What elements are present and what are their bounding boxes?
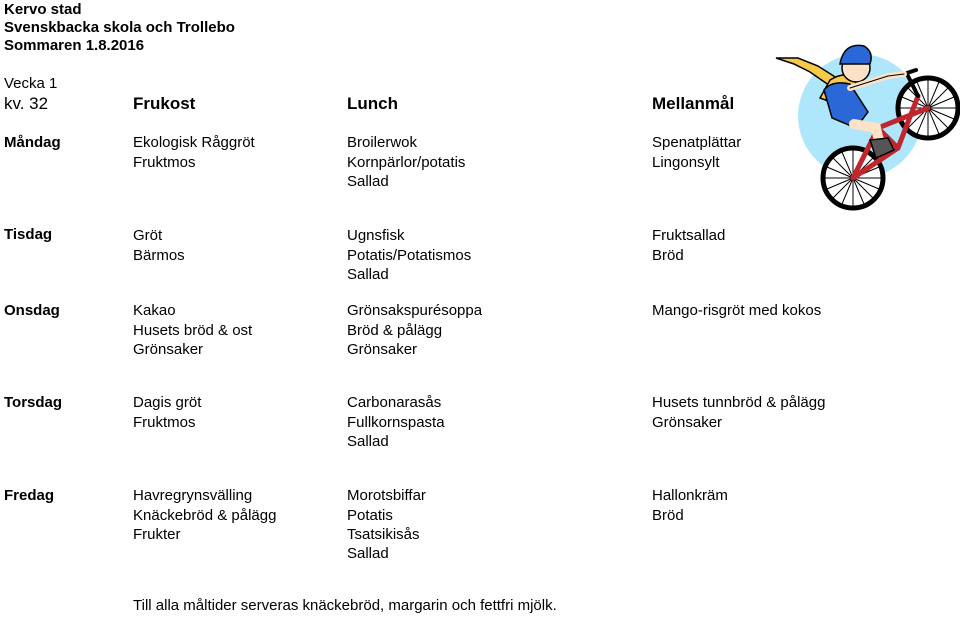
thursday-lunch-2: Fullkornspasta	[347, 414, 445, 431]
friday-breakfast-2: Knäckebröd & pålägg	[133, 507, 277, 524]
thursday-snack-2: Grönsaker	[652, 414, 723, 431]
cyclist-illustration	[758, 28, 960, 214]
friday-snack-1: Hallonkräm	[652, 487, 728, 504]
thursday-snack-1: Husets tunnbröd & pålägg	[652, 394, 826, 411]
friday-snack-2: Bröd	[652, 507, 684, 524]
monday-snack-1: Spenatplättar	[652, 134, 742, 151]
monday-breakfast-2: Fruktmos	[133, 154, 196, 171]
tuesday-lunch-3: Sallad	[347, 266, 389, 283]
wednesday-breakfast-1: Kakao	[133, 302, 176, 319]
wednesday-lunch-1: Grönsakspurésoppa	[347, 302, 483, 319]
document-header	[4, 1, 235, 55]
friday-breakfast-1: Havregrynsvälling	[133, 487, 253, 504]
monday-lunch-3: Sallad	[347, 173, 389, 190]
day-monday: Måndag	[4, 134, 61, 151]
tuesday-breakfast-1: Gröt	[133, 227, 163, 244]
friday-lunch-2: Potatis	[347, 507, 393, 524]
column-header-frukost: Frukost	[133, 94, 196, 113]
wednesday-breakfast-2: Husets bröd & ost	[133, 322, 253, 339]
monday-lunch-2: Kornpärlor/potatis	[347, 154, 466, 171]
friday-lunch-1: Morotsbiffar	[347, 487, 426, 504]
monday-snack-2: Lingonsylt	[652, 154, 720, 171]
tuesday-lunch-2: Potatis/Potatismos	[347, 247, 472, 264]
wednesday-snack-1: Mango-risgröt med kokos	[652, 302, 822, 319]
thursday-breakfast-2: Fruktmos	[133, 414, 196, 431]
friday-lunch-4: Sallad	[347, 545, 389, 562]
tuesday-snack-1: Fruktsallad	[652, 227, 726, 244]
wednesday-lunch-2: Bröd & pålägg	[347, 322, 443, 339]
day-friday: Fredag	[4, 487, 55, 504]
column-header-lunch: Lunch	[347, 94, 398, 113]
season-date: Sommaren 1.8.2016	[4, 37, 145, 54]
tuesday-breakfast-2: Bärmos	[133, 247, 185, 264]
day-thursday: Torsdag	[4, 394, 63, 411]
thursday-lunch-3: Sallad	[347, 433, 389, 450]
school-name: Svenskbacka skola och Trollebo	[4, 19, 235, 36]
calendar-week: kv. 32	[4, 94, 49, 113]
wednesday-breakfast-3: Grönsaker	[133, 341, 204, 358]
tuesday-snack-2: Bröd	[652, 247, 684, 264]
tuesday-lunch-1: Ugnsfisk	[347, 227, 405, 244]
footer-note: Till alla måltider serveras knäckebröd, margarin och fettfri mjölk.	[133, 597, 557, 614]
city-name: Kervo stad	[4, 1, 82, 18]
friday-lunch-3: Tsatsikisås	[347, 526, 420, 543]
friday-breakfast-3: Frukter	[133, 526, 181, 543]
day-tuesday: Tisdag	[4, 226, 53, 243]
thursday-breakfast-1: Dagis gröt	[133, 394, 202, 411]
wednesday-lunch-3: Grönsaker	[347, 341, 418, 358]
column-header-mellanmal: Mellanmål	[652, 94, 735, 113]
monday-lunch-1: Broilerwok	[347, 134, 418, 151]
day-wednesday: Onsdag	[4, 302, 60, 319]
monday-breakfast-1: Ekologisk Råggröt	[133, 134, 255, 151]
thursday-lunch-1: Carbonarasås	[347, 394, 442, 411]
week-number: Vecka 1	[4, 75, 58, 92]
